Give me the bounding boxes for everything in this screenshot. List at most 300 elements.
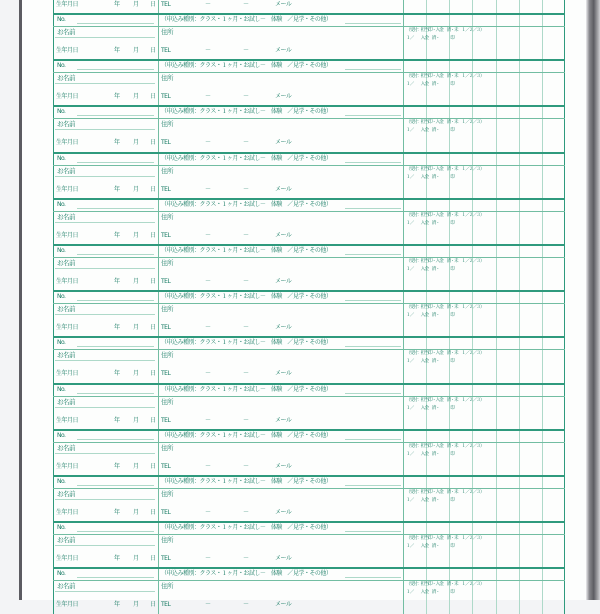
applicant-name-label: お名前 (57, 166, 75, 175)
scan-edge-right (586, 0, 600, 600)
no-write-line (77, 69, 154, 70)
applicant-name-label: お名前 (57, 120, 75, 129)
column-divider-office (403, 200, 404, 244)
name-write-line (55, 314, 155, 315)
column-divider-left (158, 292, 159, 336)
email-label: メール (275, 139, 292, 147)
year-label: 年 (114, 139, 120, 147)
day-label: 日 (150, 139, 156, 147)
year-label: 年 (114, 555, 120, 563)
table-border-left (53, 107, 54, 151)
birth-date-label: 生年月日 (56, 370, 79, 378)
office-grid-line (542, 15, 543, 59)
birth-date-label: 生年月日 (56, 47, 79, 54)
tel-dash: － (205, 231, 211, 239)
row-divider (53, 26, 565, 27)
day-label: 日 (150, 601, 156, 609)
table-border-right (564, 569, 565, 613)
office-grid-line (519, 154, 520, 198)
no-label: No. (57, 62, 66, 70)
name-write-line (55, 222, 155, 223)
application-form-block (53, 244, 565, 290)
office-grid-line (472, 292, 473, 336)
office-grid-line (542, 338, 543, 382)
no-label: No. (57, 16, 66, 23)
year-label: 年 (114, 47, 120, 54)
tel-label: TEL (161, 509, 171, 516)
application-type-note: （申込み種別：クラス・１ヶ月・お試し－ 体験 ／見学・その他） (161, 570, 332, 578)
office-grid-line (496, 385, 497, 429)
type-write-line (345, 485, 401, 486)
table-border-left (53, 61, 54, 105)
tel-dash: － (205, 47, 211, 54)
table-border-left (53, 385, 54, 429)
name-write-line (55, 453, 155, 454)
tel-dash: － (243, 47, 249, 54)
tel-dash: － (243, 324, 249, 332)
application-type-note: （申込み種別：クラス・１ヶ月・お試し－ 体験 ／見学・その他） (161, 293, 332, 301)
column-divider-left (158, 61, 159, 105)
office-grid-line (519, 431, 520, 475)
office-use-line1: （受付：担当印・入金 済・未 １／２／３） (406, 397, 484, 403)
application-type-note: （申込み種別：クラス・１ヶ月・お試し－ 体験 ／見学・その他） (161, 16, 332, 23)
application-type-note: （申込み種別：クラス・１ヶ月・お試し－ 体験 ／見学・その他） (161, 247, 332, 254)
office-use-line2: １／ 入金 済・ 印 (406, 590, 455, 596)
table-border-right (564, 477, 565, 521)
office-use-line2: １／ 入金 済・ 印 (406, 313, 455, 319)
office-use-line1: （受付：担当印・入金 済・未 １／２／３） (406, 259, 484, 264)
row-divider (53, 349, 565, 350)
applicant-name-label: お名前 (57, 490, 75, 498)
application-type-note: （申込み種別：クラス・１ヶ月・お試し－ 体験 ／見学・その他） (161, 431, 332, 439)
tel-dash: － (205, 278, 211, 285)
office-grid-line (496, 107, 497, 151)
table-border-left (53, 200, 54, 244)
office-grid-line (542, 200, 543, 244)
office-grid-line (496, 154, 497, 198)
day-label: 日 (150, 462, 156, 470)
type-write-line (345, 300, 401, 301)
application-type-note: （申込み種別：クラス・１ヶ月・お試し－ 体験 ／見学・その他） (161, 385, 332, 393)
type-write-line (345, 439, 401, 440)
column-divider-left (158, 107, 159, 151)
tel-dash: － (243, 0, 249, 8)
row-divider (53, 72, 565, 73)
office-use-line2: １／ 入金 済・ 印 (406, 36, 455, 41)
tel-dash: － (205, 139, 211, 147)
office-use-line2: １／ 入金 済・ 印 (406, 220, 455, 226)
office-grid-line (426, 0, 427, 13)
office-use-line2: １／ 入金 済・ 印 (406, 498, 455, 503)
office-grid-line (496, 338, 497, 382)
email-label: メール (275, 324, 292, 332)
row-divider (53, 257, 565, 258)
applicant-name-label: お名前 (57, 351, 75, 360)
office-grid-line (472, 431, 473, 475)
email-label: メール (275, 555, 292, 563)
email-label: メール (275, 462, 292, 470)
office-grid-line (519, 107, 520, 151)
applicant-name-label: お名前 (57, 536, 75, 545)
office-grid-line (496, 246, 497, 290)
tel-dash: － (205, 370, 211, 378)
no-label: No. (57, 339, 66, 347)
office-grid-line (519, 338, 520, 382)
month-label: 月 (133, 555, 139, 563)
column-divider-office (403, 107, 404, 151)
application-type-note: （申込み種別：クラス・１ヶ月・お試し－ 体験 ／見学・その他） (161, 339, 332, 347)
birth-date-label: 生年月日 (56, 0, 79, 8)
column-divider-left (158, 15, 159, 59)
name-write-line (55, 360, 155, 361)
office-use-line1: （受付：担当印・入金 済・未 １／２／３） (406, 305, 484, 311)
birth-date-label: 生年月日 (56, 278, 79, 285)
office-grid-line (496, 431, 497, 475)
table-border-right (564, 0, 565, 13)
row-divider (53, 488, 565, 489)
row-divider (53, 442, 565, 443)
office-grid-line (496, 0, 497, 13)
tel-dash: － (243, 509, 249, 516)
no-label: No. (57, 293, 66, 301)
office-grid-line (542, 523, 543, 567)
column-divider-office (403, 523, 404, 567)
applicant-name-label: お名前 (57, 28, 75, 36)
tel-label: TEL (161, 231, 171, 239)
column-divider-left (158, 523, 159, 567)
tel-dash: － (205, 509, 211, 516)
birth-date-label: 生年月日 (56, 509, 79, 516)
office-grid-line (519, 0, 520, 13)
tel-dash: － (205, 555, 211, 563)
table-border-right (564, 107, 565, 151)
application-form-block (53, 383, 565, 429)
column-divider-left (158, 385, 159, 429)
type-write-line (345, 162, 401, 163)
no-write-line (77, 162, 154, 163)
office-grid-line (472, 200, 473, 244)
email-label: メール (275, 93, 292, 101)
column-divider-left (158, 154, 159, 198)
application-form-block (53, 290, 565, 336)
office-grid-line (472, 61, 473, 105)
office-grid-line (472, 15, 473, 59)
name-write-line (55, 129, 155, 130)
office-grid-line (519, 523, 520, 567)
office-use-line2: １／ 入金 済・ 印 (406, 267, 455, 272)
column-divider-left (158, 477, 159, 521)
applicant-name-label: お名前 (57, 582, 75, 591)
tel-label: TEL (161, 555, 171, 563)
year-label: 年 (114, 0, 120, 8)
column-divider-office (403, 15, 404, 59)
office-grid-line (519, 61, 520, 105)
row-divider (53, 118, 565, 119)
office-use-line2: １／ 入金 済・ 印 (406, 405, 455, 411)
office-grid-line (472, 246, 473, 290)
tel-label: TEL (161, 185, 171, 193)
office-use-line1: （受付：担当印・入金 済・未 １／２／３） (406, 212, 484, 218)
no-label: No. (57, 247, 66, 254)
month-label: 月 (133, 139, 139, 147)
column-divider-office (403, 246, 404, 290)
applicant-name-label: お名前 (57, 305, 75, 314)
address-label: 住所 (161, 536, 173, 545)
no-label: No. (57, 385, 66, 393)
birth-date-label: 生年月日 (56, 185, 79, 193)
office-grid-line (542, 431, 543, 475)
email-label: メール (275, 601, 292, 609)
type-write-line (345, 23, 401, 24)
tel-label: TEL (161, 47, 171, 54)
day-label: 日 (150, 47, 156, 54)
applicant-name-label: お名前 (57, 397, 75, 406)
birth-date-label: 生年月日 (56, 462, 79, 470)
month-label: 月 (133, 231, 139, 239)
office-use-line1: （受付：担当印・入金 済・未 １／２／３） (406, 536, 484, 542)
table-border-right (564, 61, 565, 105)
no-label: No. (57, 570, 66, 578)
application-type-note: （申込み種別：クラス・１ヶ月・お試し－ 体験 ／見学・その他） (161, 524, 332, 532)
no-label: No. (57, 431, 66, 439)
table-border-left (53, 523, 54, 567)
office-grid-line (519, 385, 520, 429)
column-divider-office (403, 385, 404, 429)
tel-label: TEL (161, 0, 171, 8)
email-label: メール (275, 509, 292, 516)
column-divider-left (158, 246, 159, 290)
application-type-note: （申込み種別：クラス・１ヶ月・お試し－ 体験 ／見学・その他） (161, 108, 332, 116)
tel-label: TEL (161, 278, 171, 285)
birth-date-label: 生年月日 (56, 324, 79, 332)
tel-dash: － (205, 185, 211, 193)
address-label: 住所 (161, 166, 173, 175)
type-write-line (345, 115, 401, 116)
no-write-line (77, 439, 154, 440)
office-use-line1: （受付：担当印・入金 済・未 １／２／３） (406, 120, 484, 126)
tel-dash: － (205, 601, 211, 609)
table-border-left (53, 292, 54, 336)
table-border-right (564, 200, 565, 244)
table-border-left (53, 15, 54, 59)
applicant-name-label: お名前 (57, 74, 75, 83)
address-label: 住所 (161, 74, 173, 83)
column-divider-office (403, 338, 404, 382)
application-form-block (53, 429, 565, 475)
no-write-line (77, 254, 154, 255)
office-grid-line (496, 61, 497, 105)
birth-date-label: 生年月日 (56, 93, 79, 101)
column-divider-office (403, 0, 404, 13)
tel-dash: － (243, 370, 249, 378)
address-label: 住所 (161, 443, 173, 452)
office-use-line1: （受付：担当印・入金 済・未 １／２／３） (406, 582, 484, 588)
day-label: 日 (150, 416, 156, 424)
address-label: 住所 (161, 397, 173, 406)
month-label: 月 (133, 462, 139, 470)
office-grid-line (472, 154, 473, 198)
tel-dash: － (243, 462, 249, 470)
table-border-right (564, 15, 565, 59)
office-grid-line (496, 200, 497, 244)
no-label: No. (57, 108, 66, 116)
office-use-line1: （受付：担当印・入金 済・未 １／２／３） (406, 28, 484, 33)
year-label: 年 (114, 278, 120, 285)
year-label: 年 (114, 185, 120, 193)
name-write-line (55, 407, 155, 408)
no-write-line (77, 577, 154, 578)
column-divider-left (158, 200, 159, 244)
applicant-name-label: お名前 (57, 443, 75, 452)
table-border-right (564, 338, 565, 382)
month-label: 月 (133, 47, 139, 54)
tel-label: TEL (161, 324, 171, 332)
name-write-line (55, 268, 155, 269)
no-write-line (77, 485, 154, 486)
office-use-line2: １／ 入金 済・ 印 (406, 82, 455, 88)
application-form-block (53, 59, 565, 105)
table-border-left (53, 569, 54, 613)
tel-dash: － (243, 555, 249, 563)
no-write-line (77, 531, 154, 532)
office-use-line2: １／ 入金 済・ 印 (406, 174, 455, 180)
address-label: 住所 (161, 582, 173, 591)
office-grid-line (519, 246, 520, 290)
year-label: 年 (114, 231, 120, 239)
table-border-left (53, 477, 54, 521)
office-grid-line (472, 338, 473, 382)
office-grid-line (519, 15, 520, 59)
type-write-line (345, 577, 401, 578)
column-divider-office (403, 154, 404, 198)
column-divider-office (403, 477, 404, 521)
year-label: 年 (114, 324, 120, 332)
month-label: 月 (133, 370, 139, 378)
office-grid-line (519, 292, 520, 336)
name-write-line (55, 591, 155, 592)
office-grid-line (472, 477, 473, 521)
year-label: 年 (114, 509, 120, 516)
day-label: 日 (150, 509, 156, 516)
applicant-name-label: お名前 (57, 212, 75, 221)
table-border-left (53, 246, 54, 290)
row-divider (53, 580, 565, 581)
office-grid-line (472, 569, 473, 613)
month-label: 月 (133, 278, 139, 285)
tel-dash: － (205, 93, 211, 101)
year-label: 年 (114, 601, 120, 609)
email-label: メール (275, 0, 292, 8)
no-write-line (77, 23, 154, 24)
row-divider (53, 534, 565, 535)
tel-dash: － (243, 278, 249, 285)
applicant-name-label: お名前 (57, 259, 75, 267)
month-label: 月 (133, 509, 139, 516)
birth-date-label: 生年月日 (56, 416, 79, 424)
no-write-line (77, 115, 154, 116)
office-grid-line (472, 0, 473, 13)
office-grid-line (496, 569, 497, 613)
office-grid-line (472, 385, 473, 429)
tel-label: TEL (161, 462, 171, 470)
type-write-line (345, 393, 401, 394)
table-border-right (564, 154, 565, 198)
office-grid-line (542, 292, 543, 336)
day-label: 日 (150, 185, 156, 193)
table-border-right (564, 431, 565, 475)
row-divider (53, 396, 565, 397)
name-write-line (55, 83, 155, 84)
year-label: 年 (114, 462, 120, 470)
tel-label: TEL (161, 416, 171, 424)
birth-date-label: 生年月日 (56, 601, 79, 609)
column-divider-left (158, 569, 159, 613)
name-write-line (55, 176, 155, 177)
application-form-block (53, 567, 565, 613)
office-grid-line (472, 523, 473, 567)
birth-date-label: 生年月日 (56, 139, 79, 147)
month-label: 月 (133, 185, 139, 193)
office-grid-line (519, 200, 520, 244)
office-use-line1: （受付：担当印・入金 済・未 １／２／３） (406, 443, 484, 449)
tel-dash: － (243, 601, 249, 609)
application-form-block (53, 0, 565, 13)
office-grid-line (542, 569, 543, 613)
day-label: 日 (150, 0, 156, 8)
office-use-line1: （受付：担当印・入金 済・未 １／２／３） (406, 74, 484, 80)
application-type-note: （申込み種別：クラス・１ヶ月・お試し－ 体験 ／見学・その他） (161, 154, 332, 162)
no-write-line (77, 393, 154, 394)
email-label: メール (275, 278, 292, 285)
office-grid-line (519, 477, 520, 521)
column-divider-office (403, 431, 404, 475)
office-use-line1: （受付：担当印・入金 済・未 １／２／３） (406, 351, 484, 357)
office-use-line2: １／ 入金 済・ 印 (406, 128, 455, 134)
email-label: メール (275, 231, 292, 239)
name-write-line (55, 545, 155, 546)
table-border-left (53, 154, 54, 198)
tel-dash: － (243, 416, 249, 424)
address-label: 住所 (161, 259, 173, 267)
office-grid-line (542, 246, 543, 290)
address-label: 住所 (161, 28, 173, 36)
day-label: 日 (150, 278, 156, 285)
tel-dash: － (205, 0, 211, 8)
day-label: 日 (150, 370, 156, 378)
type-write-line (345, 208, 401, 209)
office-grid-line (496, 523, 497, 567)
day-label: 日 (150, 324, 156, 332)
month-label: 月 (133, 93, 139, 101)
office-use-line1: （受付：担当印・入金 済・未 １／２／３） (406, 490, 484, 495)
row-divider (53, 165, 565, 166)
office-grid-line (542, 107, 543, 151)
office-grid-line (542, 154, 543, 198)
no-label: No. (57, 524, 66, 532)
table-border-right (564, 292, 565, 336)
no-label: No. (57, 154, 66, 162)
year-label: 年 (114, 416, 120, 424)
office-use-line2: １／ 入金 済・ 印 (406, 451, 455, 457)
tel-dash: － (205, 416, 211, 424)
application-form-block (53, 152, 565, 198)
address-label: 住所 (161, 212, 173, 221)
form-sheet (53, 0, 565, 609)
office-grid-line (496, 477, 497, 521)
office-grid-line (542, 385, 543, 429)
table-border-left (53, 0, 54, 13)
month-label: 月 (133, 0, 139, 8)
